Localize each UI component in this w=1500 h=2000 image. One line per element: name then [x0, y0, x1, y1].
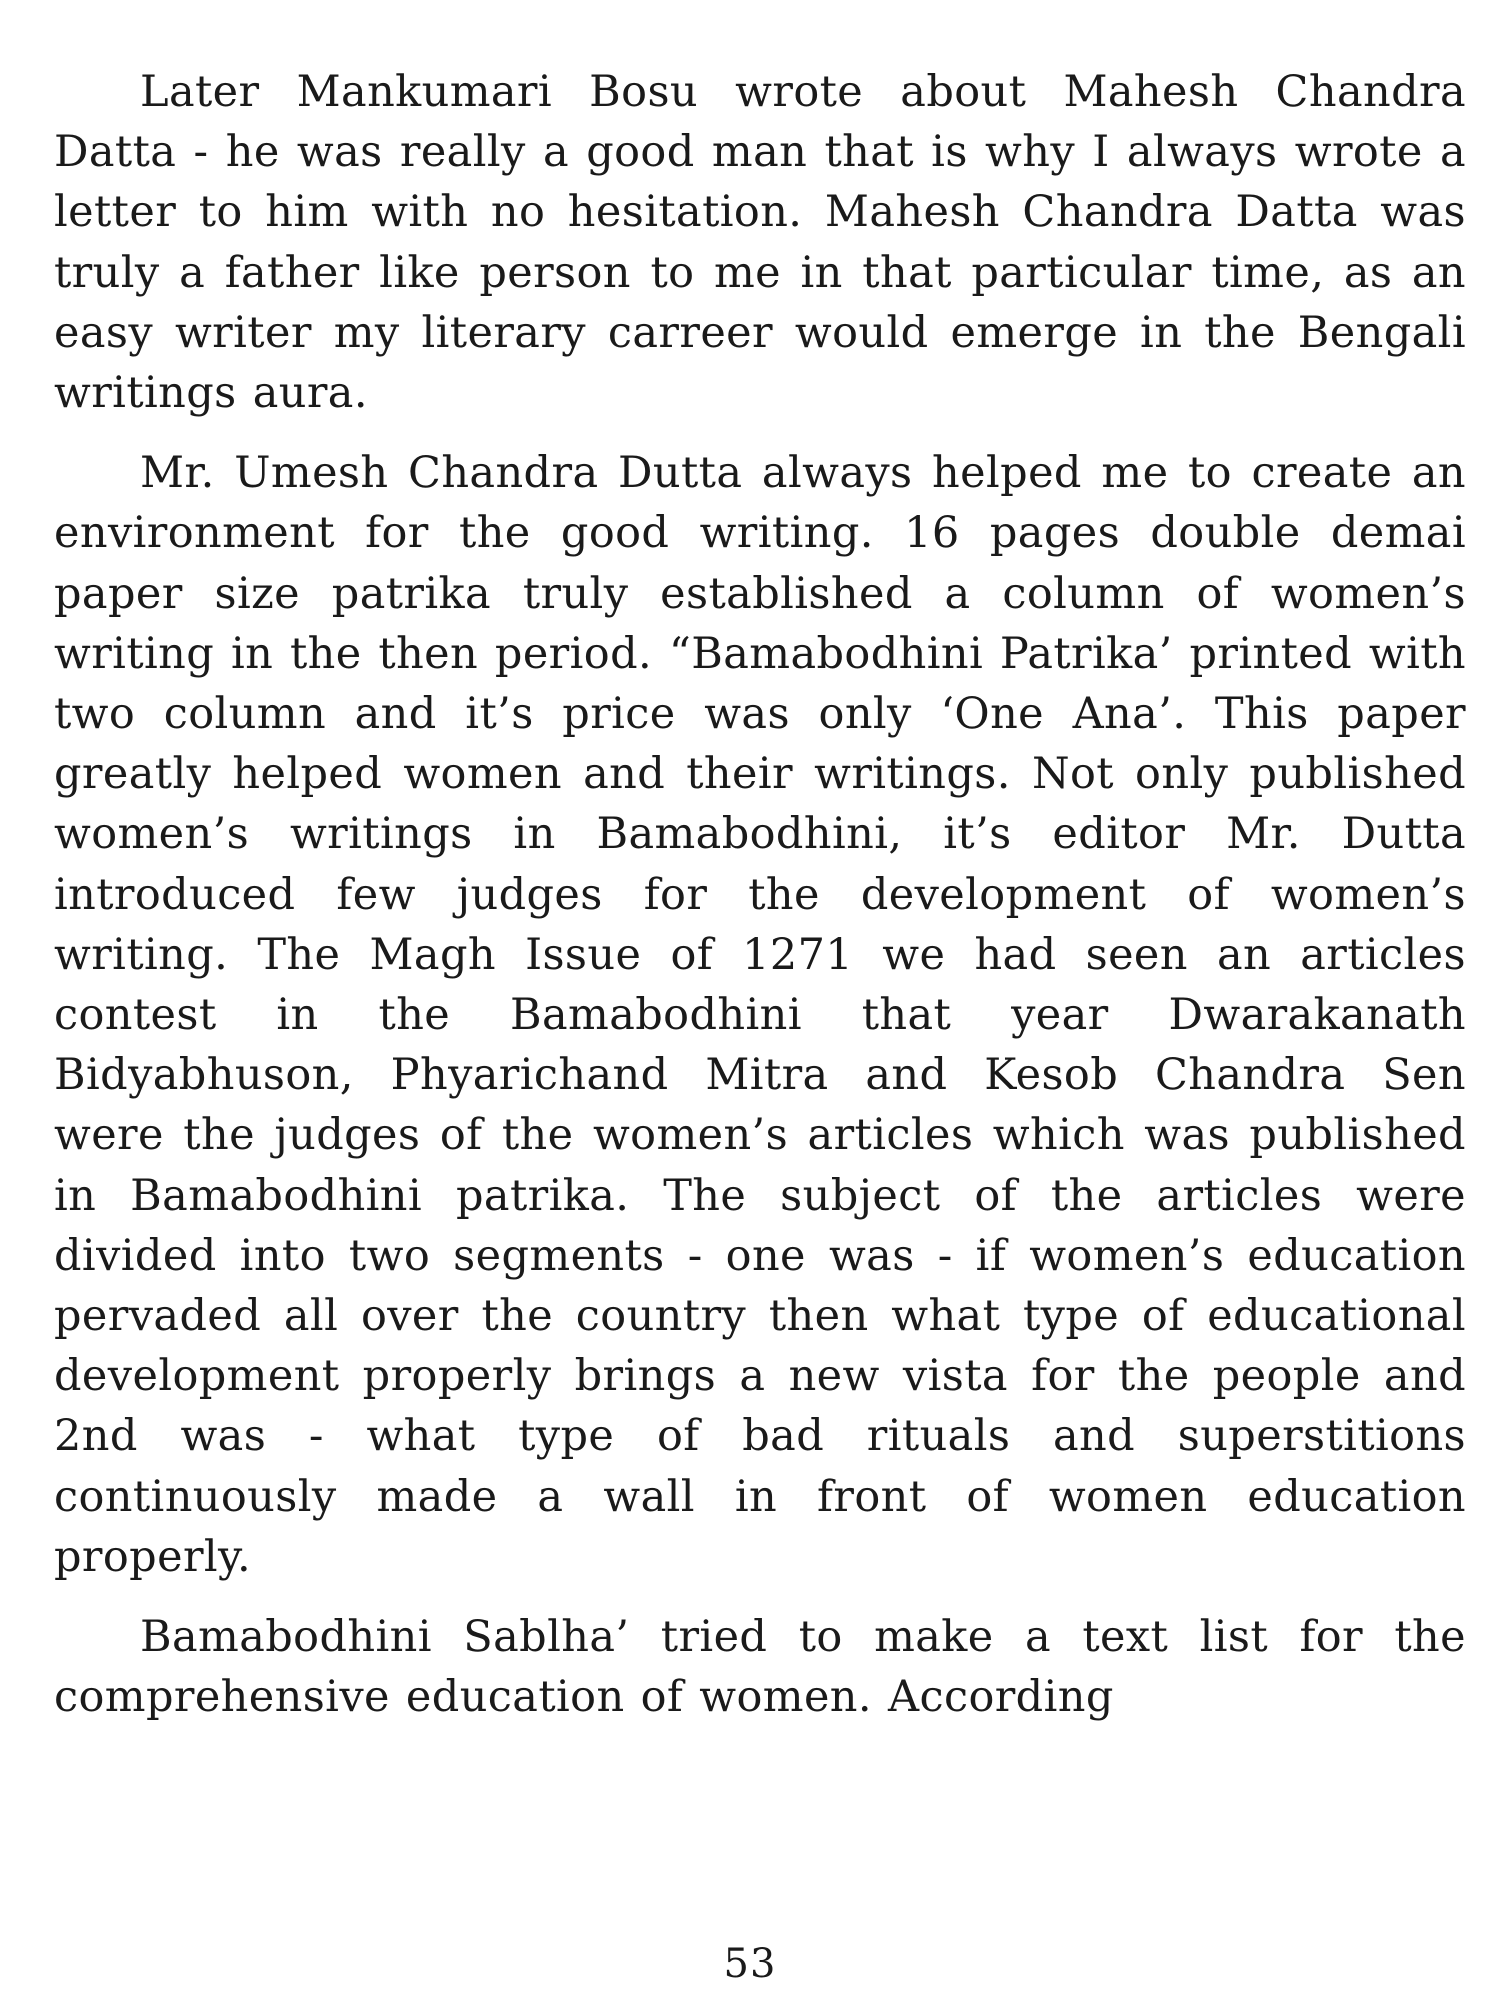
paragraph-bamabodhini-sabha: Bamabodhini Sablha’ tried to make a text list for the comprehensive education of women. According: [54, 1612, 1466, 1723]
page-number: 53: [723, 1941, 777, 1987]
paragraph-umesh-chandra-dutta: Mr. Umesh Chandra Dutta always helped me to create an environment for the good writing. 16 pages double demai paper size patrika truly established a column of women’s writing in the then period. “Bamabodhini Patrika’ printed with two column and it’s price was only ‘One Ana’. This paper greatly helped women and their writings. Not only published women’s writings in Bamabodhini, it’s editor Mr. Dutta introduced few judges for the development of women’s writing. The Magh Issue of 1271 we had seen an articles contest in the Bamabodhini that year Dwarakanath Bidyabhuson, Phyarichand Mitra and Kesob Chandra Sen were the judges of the women’s articles which was published in Bamabodhini patrika. The subject of the articles were divided into two segments - one was - if women’s education pervaded all over the country then what type of educational development properly brings a new vista for the people and 2nd was - what type of bad rituals and superstitions continuously made a wall in front of women education properly.: [54, 448, 1466, 1582]
paragraph-mankumari-bosu: Later Mankumari Bosu wrote about Mahesh Chandra Datta - he was really a good man that is why I always wrote a letter to him with no hesitation. Mahesh Chandra Datta was truly a father like person to me in that particular time, as an easy writer my literary carreer would emerge in the Bengali writings aura.: [54, 67, 1466, 419]
body-text: [54, 62, 1466, 1727]
